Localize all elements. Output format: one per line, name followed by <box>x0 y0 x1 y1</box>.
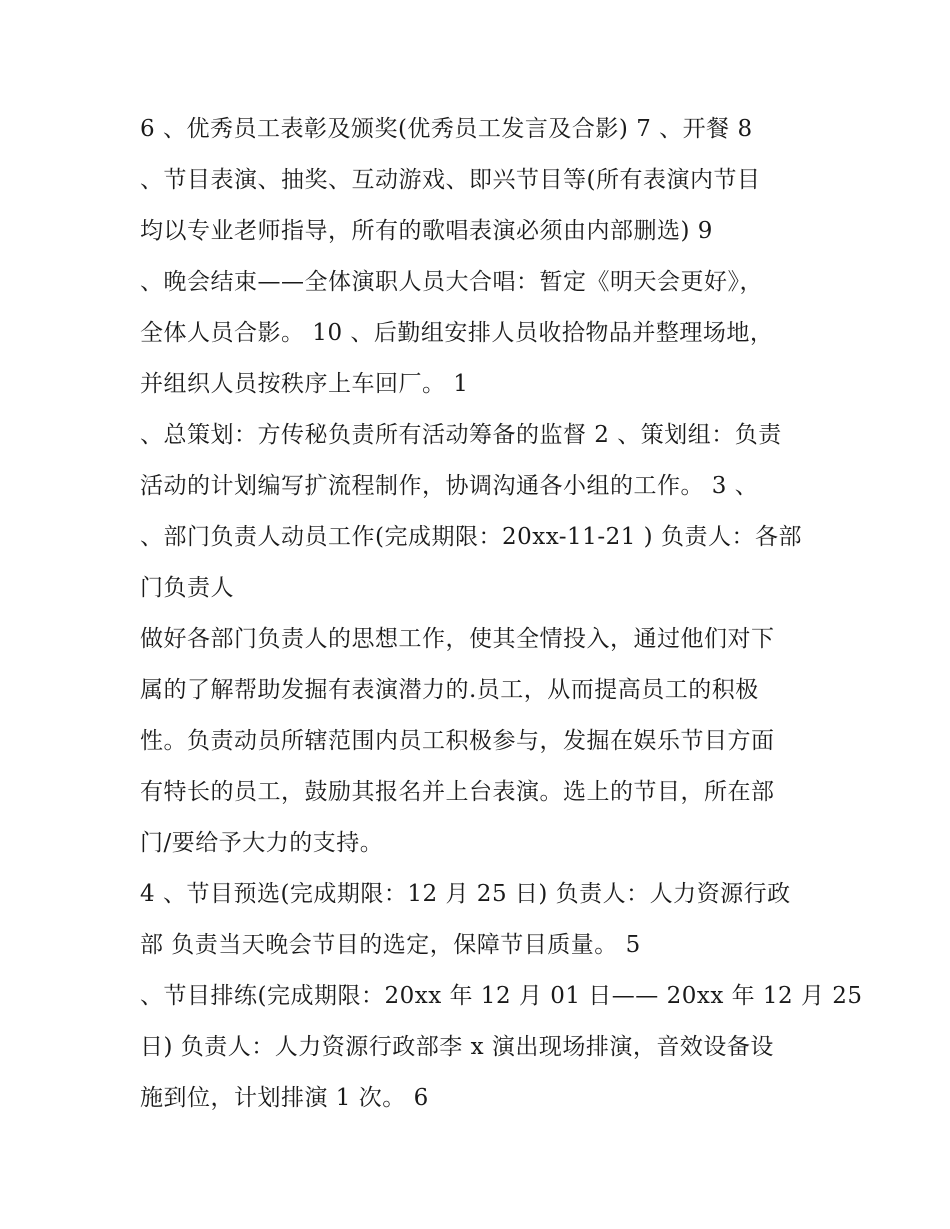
text-line: 有特长的员工，鼓励其报名并上台表演。选上的节目，所在部 <box>140 779 775 805</box>
text-line: 性。负责动员所辖范围内员工积极参与，发掘在娱乐节目方面 <box>140 728 775 754</box>
text-line: 门/要给予大力的支持。 <box>140 830 384 856</box>
text-line: 全体人员合影。 10 、后勤组安排人员收拾物品并整理场地， <box>140 320 774 346</box>
text-line: 4 、节目预选(完成期限：12 月 25 日) 负责人：人力资源行政 <box>140 881 791 907</box>
text-line: 活动的计划编写扩流程制作，协调沟通各小组的工作。 3 、 <box>140 473 759 499</box>
text-line: 部 负责当天晚会节目的选定，保障节目质量。 5 <box>140 932 641 958</box>
document-body <box>140 104 863 1124</box>
text-line: 、节目表演、抽奖、互动游戏、即兴节目等(所有表演内节目 <box>140 167 761 193</box>
text-line: 、部门负责人动员工作(完成期限：20xx-11-21 ) 负责人：各部 <box>140 524 802 550</box>
text-line: 日) 负责人：人力资源行政部李 x 演出现场排演，音效设备设 <box>140 1034 774 1060</box>
text-line: 、晚会结束——全体演职人员大合唱：暂定《明天会更好》， <box>140 269 763 295</box>
text-line: 、总策划：方传秘负责所有活动筹备的监督 2 、策划组：负责 <box>140 422 782 448</box>
text-line: 均以专业老师指导，所有的歌唱表演必须由内部删选) 9 <box>140 218 713 244</box>
text-line: 、节目排练(完成期限：20xx 年 12 月 01 日—— 20xx 年 12 月 25 <box>140 983 863 1009</box>
text-line: 并组织人员按秩序上车回厂。 1 <box>140 371 469 397</box>
text-line: 6 、优秀员工表彰及颁奖(优秀员工发言及合影) 7 、开餐 8 <box>140 116 753 142</box>
text-line: 门负责人 <box>140 575 234 601</box>
text-line: 施到位，计划排演 1 次。 6 <box>140 1085 429 1111</box>
text-line: 做好各部门负责人的思想工作，使其全情投入，通过他们对下 <box>140 626 775 652</box>
text-line: 属的了解帮助发掘有表演潜力的.员工，从而提高员工的积极 <box>140 677 759 703</box>
